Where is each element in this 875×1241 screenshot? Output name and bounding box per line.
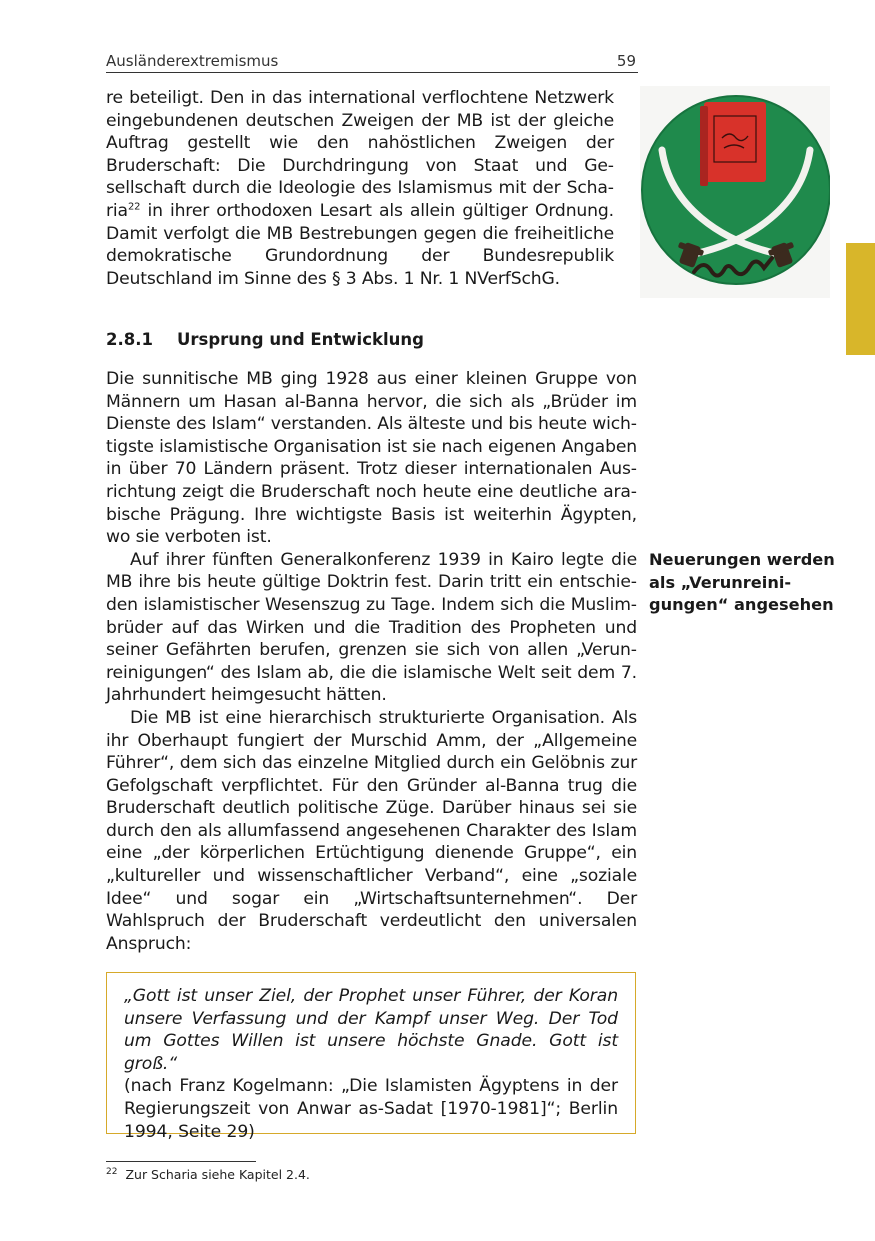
footnote-divider: [106, 1161, 256, 1162]
quote-source: (nach Franz Kogelmann: „Die Islamisten Ägyptens in der Regierungszeit von Anwar as-Sadat [1970-1981]“; Berlin 1994, Seite 29): [124, 1076, 618, 1142]
section-title: Ursprung und Entwicklung: [177, 330, 424, 349]
intro-paragraph: [106, 87, 614, 290]
paragraph: Auf ihrer fünften Generalkonferenz 1939 in Kairo legte die MB ihre bis heute gültige Doktrin fest. Darin tritt ein entschieden islamistischer Wesenszug zu Tage. Indem sich die Muslimbrüder auf das Wirken und die Tradition des Propheten und seiner Gefährten berufen, grenzen sie sich von allen „Verunreinigungen“ des Islam ab, die die islamische Welt seit dem 7. Jahrhundert heimgesucht hätten.: [106, 549, 637, 706]
muslim-brotherhood-emblem: [640, 86, 830, 298]
quote-box: [106, 972, 636, 1142]
intro-text-end: in ihrer orthodoxen Lesart als allein gültiger Ordnung. Damit verfolgt die MB Bestrebungen gegen die freiheitliche demokratische Grundordnung der Bundesrepublik Deutschland im Sinne des § 3 Abs. 1 Nr. 1 NVerfSchG.: [106, 200, 614, 289]
margin-note: Neuerungen werden als „Verunreinigungen“ angesehen: [649, 550, 835, 615]
footnote-text: Zur Scharia siehe Kapitel 2.4.: [125, 1167, 310, 1183]
main-text: [106, 368, 637, 955]
running-head-title: Ausländerextremismus: [106, 52, 279, 70]
running-head: [106, 50, 638, 73]
footnote-reference[interactable]: 22: [127, 201, 141, 213]
footnote-mark: 22: [106, 1167, 118, 1177]
chapter-tab: [846, 243, 875, 355]
intro-text-start: re beteiligt. Den in das international verflochtene Netzwerk eingebundenen deutschen Zweigen der MB ist der gleiche Auftrag gestellt wie den nahöstlichen Zweigen der Bruderschaft: Die Durchdringung von Staat und Gesellschaft durch die Ideologie des Islamismus mit der Scharia: [106, 88, 614, 221]
quote-text: „Gott ist unser Ziel, der Prophet unser Führer, der Koran unsere Verfassung und der Kampf unser Weg. Der Tod um Gottes Willen ist unsere höchste Gnade. Gott ist groß.“: [124, 986, 618, 1074]
section-number: 2.8.1: [106, 330, 153, 349]
emblem-icon: [640, 86, 830, 298]
section-heading: [106, 330, 638, 349]
paragraph: Die MB ist eine hierarchisch strukturierte Organisation. Als ihr Oberhaupt fungiert der Murschid Amm, der „Allgemeine Führer“, dem sich das einzelne Mitglied durch ein Gelöbnis zur Gefolgschaft verpflichtet. Für den Gründer al-Banna trug die Bruderschaft deutlich politische Züge. Darüber hinaus sei sie durch den als allumfassend angesehenen Charakter des Islam eine „der körperlichen Ertüchtigung dienende Gruppe“, ein „kultureller und wissenschaftlicher Verband“, eine „soziale Idee“ und sogar ein „Wirtschaftsunternehmen“. Der Wahlspruch der Bruderschaft verdeutlicht den universalen Anspruch:: [106, 707, 637, 954]
page-number: 59: [616, 52, 636, 70]
footnote: [106, 1167, 310, 1182]
paragraph: Die sunnitische MB ging 1928 aus einer kleinen Gruppe von Männern um Hasan al-Banna hervor, die sich als „Brüder im Dienste des Islam“ verstanden. Als älteste und bis heute wichtigste islamistische Organisation ist sie nach eigenen Angaben in über 70 Ländern präsent. Trotz dieser internationalen Ausrichtung zeigt die Bruderschaft noch heute eine deutliche arabische Prägung. Ihre wichtigste Basis ist weiterhin Ägypten, wo sie verboten ist.: [106, 369, 637, 548]
